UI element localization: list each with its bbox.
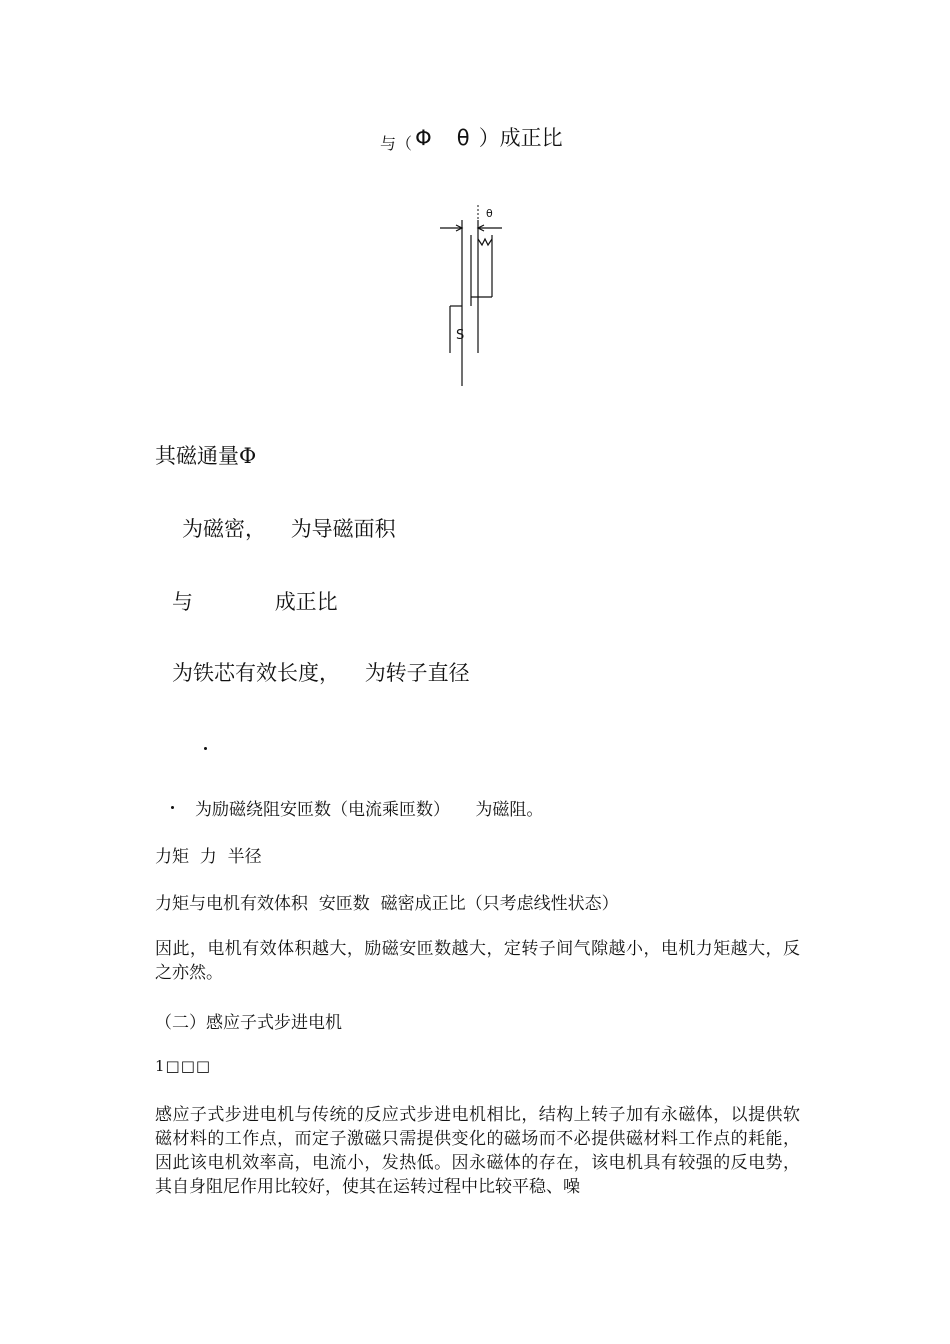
conclusion-paragraph: 因此，电机有效体积越大，励磁安匝数越大，定转子间气隙越小，电机力矩越大，反之亦然。 bbox=[155, 939, 800, 983]
prop-text-1: 与 bbox=[172, 590, 193, 614]
bullet-dot-1 bbox=[204, 747, 207, 750]
torque-proportional: 力矩与电机有效体积 安匝数 磁密成正比（只考虑线性状态） bbox=[155, 894, 619, 914]
theta-label: θ bbox=[486, 207, 493, 220]
formula-prefix: 与（ bbox=[380, 134, 413, 153]
density-line bbox=[182, 513, 396, 543]
reluctance-text: 为磁阻。 bbox=[475, 800, 544, 820]
core-rotor-line bbox=[172, 657, 470, 687]
ampere-turns-line bbox=[195, 795, 543, 820]
area-text: 为导磁面积 bbox=[290, 517, 396, 541]
density-text: 为磁密， bbox=[182, 517, 266, 541]
theta-symbol: θ bbox=[456, 126, 470, 150]
subsection-heading: 1□□□ bbox=[155, 1057, 212, 1075]
proportional-line bbox=[172, 586, 338, 616]
ampere-turns-text: 为励磁绕阻安匝数（电流乘匝数） bbox=[195, 800, 450, 820]
torque-definition: 力矩 力 半径 bbox=[155, 847, 262, 867]
body-paragraph: 感应子式步进电机与传统的反应式步进电机相比，结构上转子加有永磁体，以提供软磁材料的工作点，而定子激磁只需提供变化的磁场而不必提供磁材料工作点的耗能，因此该电机效率高，电流小，发热低。因永磁体的存在，该电机具有较强的反电势，其自身阻尼作用比较好，使其在运转过程中比较平稳、噪 bbox=[155, 1105, 800, 1197]
bullet-dot-2 bbox=[171, 806, 174, 809]
rotor-diameter-text: 为转子直径 bbox=[364, 661, 470, 685]
formula-suffix: ）成正比 bbox=[478, 126, 563, 150]
phi-symbol: Φ bbox=[415, 126, 432, 150]
air-gap-figure bbox=[430, 195, 520, 395]
core-length-text: 为铁芯有效长度， bbox=[172, 661, 340, 685]
flux-line: 其磁通量Φ bbox=[155, 444, 257, 468]
pole-s-label: S bbox=[456, 328, 465, 343]
section-title: （二）感应子式步进电机 bbox=[155, 1013, 342, 1033]
prop-text-2: 成正比 bbox=[274, 590, 338, 614]
formula-line bbox=[380, 122, 563, 152]
